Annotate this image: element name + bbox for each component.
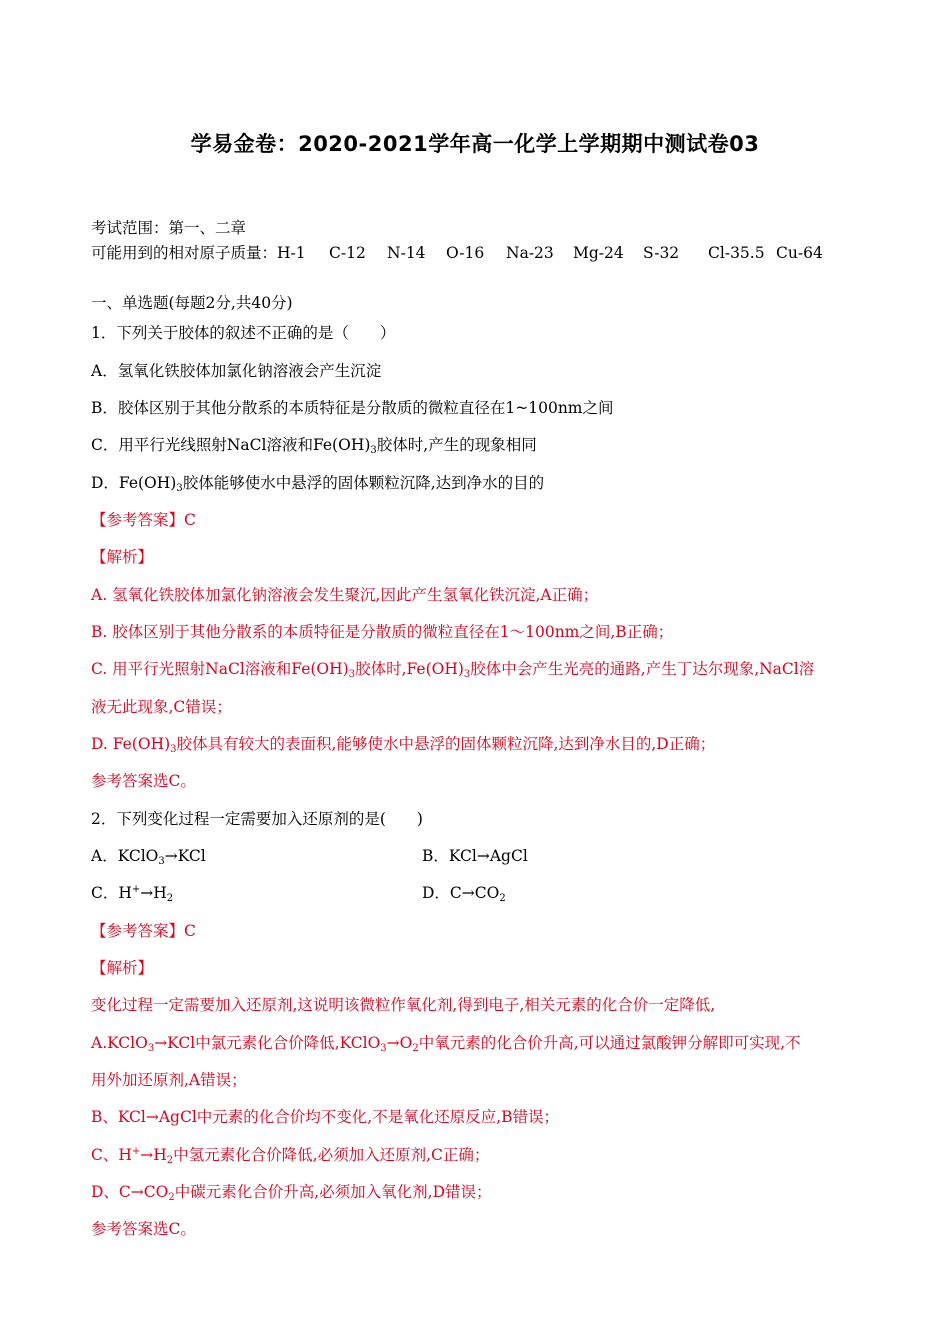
question-2-stem: 2．下列变化过程一定需要加入还原剂的是( ): [91, 810, 423, 828]
atomic-mass-item: O-16: [446, 244, 485, 262]
atomic-mass-label: 可能用到的相对原子质量：: [91, 244, 278, 262]
atomic-mass-item: N-14: [387, 244, 426, 262]
question-2-answer: 【参考答案】C: [91, 922, 196, 940]
question-1-option-c: C．用平行光线照射NaCl溶液和$Fe(OH)_3$胶体时,产生的现象相同: [91, 436, 537, 456]
atomic-mass-line: [91, 243, 823, 263]
section-header: 一、单选题(每题2分,共40分): [91, 294, 293, 312]
question-1-option-a: A．氢氧化铁胶体加氯化钠溶液会产生沉淀: [91, 362, 382, 380]
question-2-analysis-b: B、KCl→AgCl中元素的化合价均不变化,不是氧化还原反应,B错误；: [91, 1108, 560, 1126]
atomic-mass-item: S-32: [643, 244, 680, 262]
question-2-analysis-d: D、$C\to CO_2$中碳元素化合价升高,必须加入氧化剂,D错误；: [91, 1183, 492, 1203]
question-1-analysis-c: C. 用平行光照射NaCl溶液和$Fe(OH)_3$胶体时$,Fe(OH)_3$胶体中会产生光亮的通路,产生丁达尔现象,NaCl溶: [91, 660, 815, 680]
question-2-analysis-c: C、$H^+\to H_2$中氢元素化合价降低,必须加入还原剂,C正确；: [91, 1146, 490, 1166]
question-2-analysis-intro: 变化过程一定需要加入还原剂,这说明该微粒作氧化剂,得到电子,相关元素的化合价一定降低,: [91, 996, 716, 1014]
question-2-option-a: A．KClO$_3$→KCl: [91, 847, 206, 867]
question-1-analysis-c-cont: 液无此现象,C错误；: [91, 698, 232, 716]
page-title: 学易金卷：2020-2021学年高一化学上学期期中测试卷03: [190, 132, 760, 156]
question-2-analysis-label: 【解析】: [91, 959, 154, 977]
question-2-option-b: B．KCl→AgCl: [422, 847, 528, 865]
question-2-analysis-a-cont: 用外加还原剂,A错误；: [91, 1071, 247, 1089]
atomic-mass-item: Cl-35.5: [708, 244, 765, 262]
question-1-stem: 1．下列关于胶体的叙述不正确的是（ ）: [91, 324, 396, 342]
question-1-option-b: B．胶体区别于其他分散系的本质特征是分散质的微粒直径在1~100nm之间: [91, 399, 614, 417]
question-1-conclusion: 参考答案选C。: [91, 772, 196, 790]
atomic-mass-item: Mg-24: [573, 244, 624, 262]
question-1-answer: 【参考答案】C: [91, 511, 196, 529]
question-1-analysis-d: D. $Fe(OH)_3$胶体具有较大的表面积,能够使水中悬浮的固体颗粒沉降,达到净水目的,D正确；: [91, 735, 716, 755]
question-2-option-d: D．$C\to CO_2$: [422, 884, 506, 904]
atomic-mass-item: Na-23: [506, 244, 554, 262]
atomic-mass-item: C-12: [329, 244, 366, 262]
question-1-analysis-label: 【解析】: [91, 548, 154, 566]
question-1-analysis-b: B. 胶体区别于其他分散系的本质特征是分散质的微粒直径在1～100nm之间,B正确；: [91, 623, 674, 641]
question-2-analysis-a: A.KClO$_3$→KCl中氯元素化合价降低$,KClO_3\to O_2$中氧元素的化合价升高,可以通过氯酸钾分解即可实现,不: [91, 1034, 801, 1054]
atomic-mass-item: Cu-64: [776, 244, 823, 262]
question-2-conclusion: 参考答案选C。: [91, 1220, 196, 1238]
question-1-option-d: D．$Fe(OH)_3$胶体能够使水中悬浮的固体颗粒沉降,达到净水的目的: [91, 474, 545, 494]
atomic-mass-item: H-1: [277, 244, 306, 262]
exam-range: 考试范围：第一、二章: [91, 219, 247, 237]
question-2-option-c: C．$H^+\to H_2$: [91, 884, 174, 904]
question-1-analysis-a: A. 氢氧化铁胶体加氯化钠溶液会发生聚沉,因此产生氢氧化铁沉淀,A正确；: [91, 586, 599, 604]
